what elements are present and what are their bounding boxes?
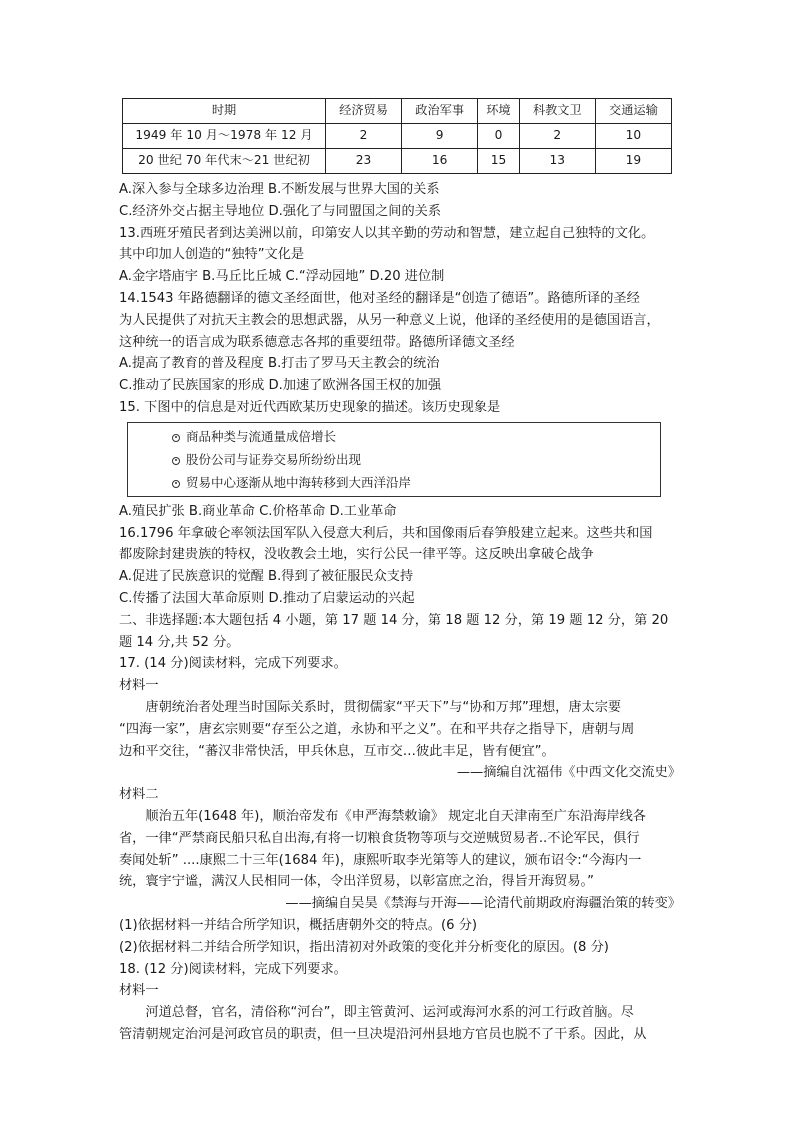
table-row [123, 124, 672, 149]
circle-bullet-icon [172, 434, 180, 442]
q13-options: A.金字塔庙宇 B.马丘比丘城 C.“浮动园地” D.20 进位制 [119, 269, 445, 285]
table-cell: 0 [478, 124, 520, 149]
info-box-item [172, 425, 660, 448]
page-content [119, 98, 681, 1046]
q16-options-cd: C.传播了法国大革命原则 D.推动了启蒙运动的兴起 [119, 590, 415, 606]
q17-material1-line1: 唐朝统治者处理当时国际关系时，贯彻儒家“平天下”与“协和万邦”理想，唐太宗要 [145, 699, 622, 715]
q17-question1: (1)依据材料一并结合所学知识，概括唐朝外交的特点。(6 分) [119, 917, 478, 933]
q14-stem-line2: 为人民提供了对抗天主教会的思想武器，从另一种意义上说，他译的圣经使用的是德国语言， [119, 312, 660, 328]
q14-options-cd: C.推动了民族国家的形成 D.加速了欧洲各国王权的加强 [119, 378, 442, 394]
q18-stem: 18. (12 分)阅读材料，完成下列要求。 [119, 961, 347, 977]
circle-bullet-icon [172, 480, 180, 488]
info-box-item [172, 471, 660, 494]
table-cell: 9 [402, 124, 478, 149]
q12-options-cd: C.经济外交占据主导地位 D.强化了与同盟国之间的关系 [119, 203, 442, 219]
table-cell: 10 [595, 124, 671, 149]
table-header-cell: 时期 [123, 99, 326, 124]
q16-options-ab: A.促进了民族意识的觉醒 B.得到了被征服民众支持 [119, 569, 414, 585]
info-box-text: 商品种类与流通量成倍增长 [186, 428, 337, 444]
table-header-row [123, 99, 672, 124]
q18-material1-title: 材料一 [119, 983, 159, 999]
q17-material1-line3: 边和平交往，“蕃汉非常快活，甲兵休息，互市交…彼此丰足，皆有便宜”。 [119, 743, 555, 759]
q18-material1-line2: 管清朝规定治河是河政官员的职责，但一旦决堤沿河州县地方官员也脱不了干系。因此，从 [119, 1026, 647, 1042]
table-cell: 13 [519, 149, 595, 174]
q17-material2-line1: 顺治五年(1648 年)，顺治帝发布《申严海禁敕谕》 规定北自天津南至广东沿海岸线各 [145, 808, 646, 824]
q12-options-ab: A.深入参与全球多边治理 B.不断发展与世界大国的关系 [119, 182, 440, 197]
q17-material2-title: 材料二 [119, 787, 159, 803]
table-row [123, 149, 672, 174]
statistics-table [122, 98, 672, 174]
table-cell: 1949 年 10 月～1978 年 12 月 [123, 124, 326, 149]
q17-material2-source: ——摘编自吴昊《禁海与开海——论清代前期政府海疆治策的转变》 [285, 896, 681, 912]
q15-stem: 15. 下图中的信息是对近代西欧某历史现象的描述。该历史现象是 [119, 399, 501, 415]
table-cell: 15 [478, 149, 520, 174]
table-cell: 2 [326, 124, 402, 149]
q17-material1-line2: “四海一家”，唐玄宗则要“存至公之道，永协和平之义”。在和平共存之指导下，唐朝与周 [119, 721, 635, 737]
q17-stem: 17. (14 分)阅读材料，完成下列要求。 [119, 656, 347, 672]
table-cell: 16 [402, 149, 478, 174]
table-cell: 23 [326, 149, 402, 174]
section2-heading-line1: 二、非选择题:本大题包括 4 小题，第 17 题 14 分，第 18 题 12 分，第 19 题 12 分，第 20 [119, 612, 669, 628]
q17-material2-line3: 奏闻处斩” ....康熙二十三年(1684 年)，康熙听取李光第等人的建议，颁布诏令:“今海内一 [119, 852, 642, 868]
table-header-cell: 交通运输 [595, 99, 671, 124]
q17-material1-title: 材料一 [119, 678, 159, 694]
table-header-cell: 政治军事 [402, 99, 478, 124]
table-cell: 2 [519, 124, 595, 149]
q14-stem-line3: 这种统一的语言成为联系德意志各邦的重要纽带。路德所译德文圣经 [119, 334, 515, 350]
q16-stem-line1: 16.1796 年拿破仑率领法国军队入侵意大利后，共和国像雨后春笋般建立起来。这些共和国 [119, 525, 653, 541]
q17-material2-line2: 省，一律“严禁商民船只私自出海,有将一切粮食货物等项与交逆贼贸易者..不论军民，俱行 [119, 830, 640, 846]
q16-stem-line2: 都废除封建贵族的特权，没收教会土地，实行公民一律平等。这反映出拿破仑战争 [119, 547, 594, 563]
circle-bullet-icon [172, 457, 180, 465]
info-box-text: 贸易中心逐渐从地中海转移到大西洋沿岸 [186, 474, 412, 490]
table-header-cell: 科教文卫 [519, 99, 595, 124]
table-cell: 19 [595, 149, 671, 174]
info-box-text: 股份公司与证券交易所纷纷出现 [186, 451, 362, 467]
q17-material2-line4: 统，寰宇宁谧，满汉人民相同一体，令出洋贸易，以彰富庶之治，得旨开海贸易。” [119, 874, 594, 890]
q15-options: A.殖民扩张 B.商业革命 C.价格革命 D.工业革命 [119, 503, 397, 519]
section2-heading-line2: 题 14 分,共 52 分。 [119, 634, 240, 650]
q14-options-ab: A.提高了教育的普及程度 B.打击了罗马天主教会的统治 [119, 356, 440, 372]
q15-info-box [127, 422, 661, 497]
q17-material1-source: ——摘编自沈福伟《中西文化交流史》 [456, 765, 681, 781]
table-header-cell: 经济贸易 [326, 99, 402, 124]
q14-stem-line1: 14.1543 年路德翻译的德文圣经面世，他对圣经的翻译是“创造了德语”。路德所译的圣经 [119, 290, 640, 306]
info-box-item [172, 448, 660, 471]
q13-stem-line2: 其中印加人创造的“独特”文化是 [119, 247, 305, 263]
q17-question2: (2)依据材料二并结合所学知识，指出清初对外政策的变化并分析变化的原因。(8 分) [119, 939, 609, 955]
q18-material1-line1: 河道总督，官名，清俗称“河台”，即主管黄河、运河或海河水系的河工行政首脑。尽 [145, 1005, 634, 1021]
q13-stem-line1: 13.西班牙殖民者到达美洲以前，印第安人以其辛勤的劳动和智慧，建立起自己独特的文化。 [119, 225, 655, 241]
table-header-cell: 环境 [478, 99, 520, 124]
table-cell: 20 世纪 70 年代末～21 世纪初 [123, 149, 326, 174]
